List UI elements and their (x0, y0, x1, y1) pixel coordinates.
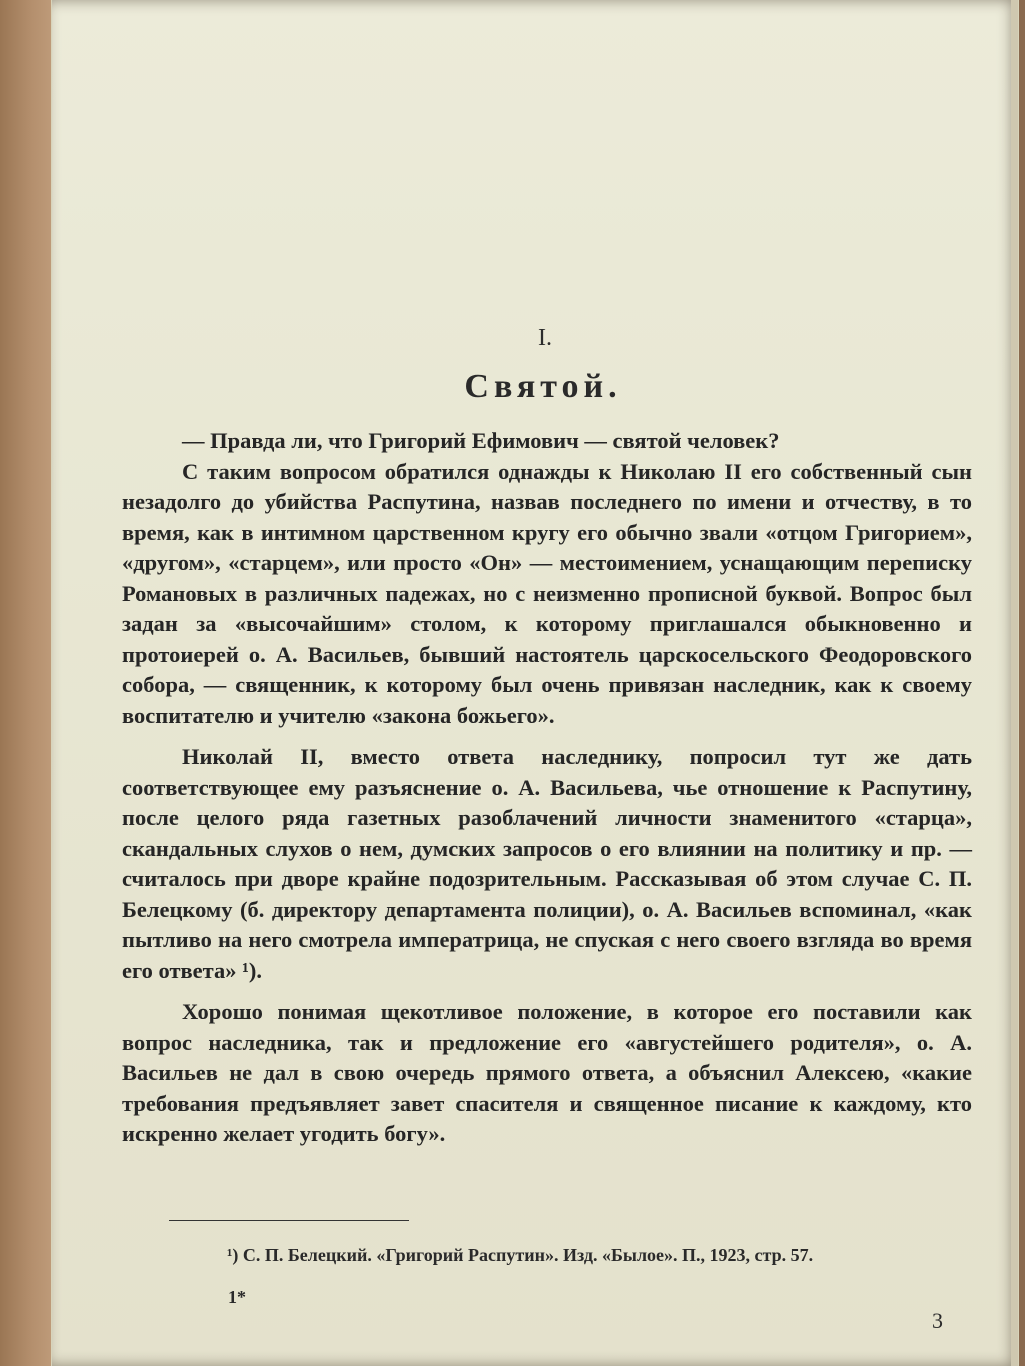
signature-mark: 1* (228, 1287, 246, 1307)
paragraph-4: Хорошо понимая щекотливое положение, в которое его поставили как вопрос наследника, так и предложение его «августейшего родителя», о. А. Васильев не дал в свою очередь прямого ответа, а объяснил Алексею, «какие требования предъявляет завет спасителя и священное писание к каждому, кто искренно желает угодить богу». (122, 999, 972, 1146)
footnote: ¹) С. П. Белецкий. «Григорий Распутин». Изд. «Былое». П., 1923, стр. 57. (227, 1245, 814, 1265)
paragraph-2: С таким вопросом обратился однажды к Николаю II его собственный сын незадолго до убийства Распутина, назвав последнего по имени и отчеству, в то время, как в интимном царственном кругу его обычно звали «отцом Григорием», «другом», «старцем», или просто «Он» — местоимением, уснащающим переписку Романовых в различных падежах, но с неизменно прописной буквой. Вопрос был задан за «высочайшим» столом, к которому приглашался обыкновенно и протоиерей о. А. Васильев, бывший настоятель царскосельского Феодоровского собора, — священник, к которому был очень привязан наследник, как к своему воспитателю и учителю «закона божьего». (122, 458, 972, 728)
page-number: 3 (932, 1308, 943, 1333)
chapter-title: Святой. (464, 368, 622, 405)
page-right-edge (1011, 0, 1018, 1366)
footnote-rule (169, 1220, 409, 1221)
body-text (122, 426, 972, 1150)
paragraph-3: Николай II, вместо ответа наследнику, попросил тут же дать соответствующее ему разъяснение о. А. Васильева, чье отношение к Распутину, после целого ряда газетных разоблачений личности знаменитого «старца», скандальных слухов о нем, думских запросов о его влиянии на политику и пр. — считалось при дворе крайне подозрительным. Рассказывая об этом случае С. П. Белецкому (б. директору департамента полиции), о. А. Васильев вспоминал, «как пытливо на него смотрела императрица, не спуская с него своего взгляда во время его ответа» ¹). (122, 744, 972, 983)
book-page (52, 0, 1018, 1366)
paragraph-1: — Правда ли, что Григорий Ефимович — святой человек? (182, 428, 780, 453)
chapter-number: I. (538, 325, 552, 351)
